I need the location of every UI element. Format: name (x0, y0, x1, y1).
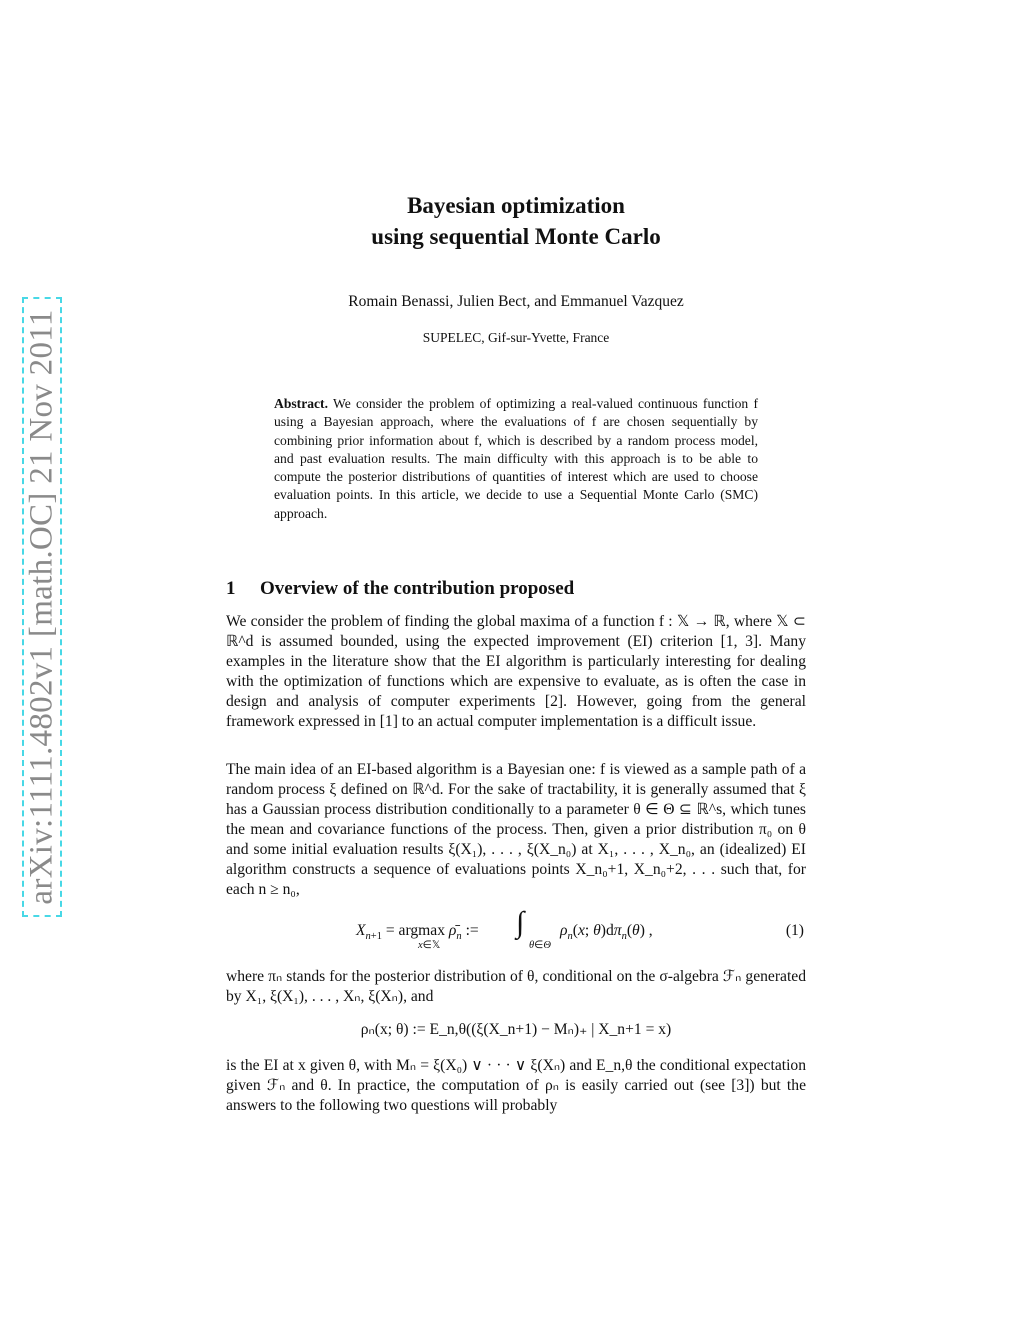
paper-title (226, 190, 806, 252)
paragraph-1: We consider the problem of finding the global maxima of a function f : 𝕏 → ℝ, where 𝕏 ⊂ ℝ^d is assumed bounded, using the expected improvement (EI) criterion [1, 3]. Many examples in the literature show that the EI algorithm is particularly interesting for dealing with the optimization of functions which are expensive to evaluate, as is often the case in design and analysis of computer experiments [2]. However, going from the general framework expressed in [1] to an actual computer implementation is a difficult issue. (226, 613, 806, 730)
abstract (274, 395, 758, 523)
equation-2: ρₙ(x; θ) := E_n,θ((ξ(X_n+1) − Mₙ)₊ | X_n+1 = x) (360, 1021, 672, 1038)
paragraph-2: The main idea of an EI-based algorithm is a Bayesian one: f is viewed as a sample path of a random process ξ defined on ℝ^d. For the sake of tractability, it is generally assumed that ξ has a Gaussian process distribution conditionally to a parameter θ ∈ Θ ⊆ ℝ^s, which tunes the mean and covariance functions of the process. Then, given a prior distribution π₀ on θ and some initial evaluation results ξ(X₁), . . . , ξ(X_n₀) at X₁, . . . , X_n₀, an (idealized) EI algorithm constructs a sequence of evaluations points X_n₀+1, X_n₀+2, . . . such that, for each n ≥ n₀, (226, 761, 806, 898)
title-line-1: Bayesian optimization (407, 193, 625, 218)
equation-1-argmax-sub: x∈𝕏 (418, 940, 441, 951)
equation-1-label: (1) (785, 922, 804, 939)
section-number: 1 (226, 578, 236, 599)
equation-1-lhs: $X_{n+1} = argmax$ $\rhō_n$ := (356, 922, 479, 943)
title-line-2: using sequential Monte Carlo (371, 224, 661, 249)
abstract-text: We consider the problem of optimizing a real-valued continuous function f using a Bayesian approach, where the evaluations of f are chosen sequentially by combining prior information about f, which is described by a random process model, and past evaluation results. The main difficulty with this approach is to be able to compute the posterior distributions of quantities of interest which are used to choose evaluation points. In this article, we decide to use a Sequential Monte Carlo (SMC) approach. (274, 396, 758, 521)
paragraph-4: is the EI at x given θ, with Mₙ = ξ(X₀) ∨ · · · ∨ ξ(Xₙ) and E_n,θ the conditional expectation given ℱₙ and θ. In practice, the computation of ρₙ is easily carried out (see [3]) but the answers to the following two questions will probably (226, 1057, 806, 1114)
integral-sign: ∫ (516, 906, 525, 939)
affiliation: SUPELEC, Gif-sur-Yvette, France (422, 330, 610, 345)
paragraph-3: where πₙ stands for the posterior distribution of θ, conditional on the σ-algebra ℱₙ generated by X₁, ξ(X₁), . . . , Xₙ, ξ(Xₙ), and (226, 968, 806, 1005)
equation-1-integral-sub: θ∈Θ (529, 940, 551, 951)
equation-1-rhs: $\rho_n(x$; $\theta)d\pi_n(\theta)$ , (560, 922, 653, 943)
arxiv-id: arXiv:1111.4802v1 [math.OC] 21 Nov 2011 (23, 309, 60, 905)
authors: Romain Benassi, Julien Bect, and Emmanuel Vazquez (348, 293, 684, 310)
section-heading (226, 578, 806, 600)
arxiv-stamp (22, 297, 62, 917)
abstract-label: Abstract. (274, 396, 328, 411)
section-title: Overview of the contribution proposed (260, 578, 575, 599)
